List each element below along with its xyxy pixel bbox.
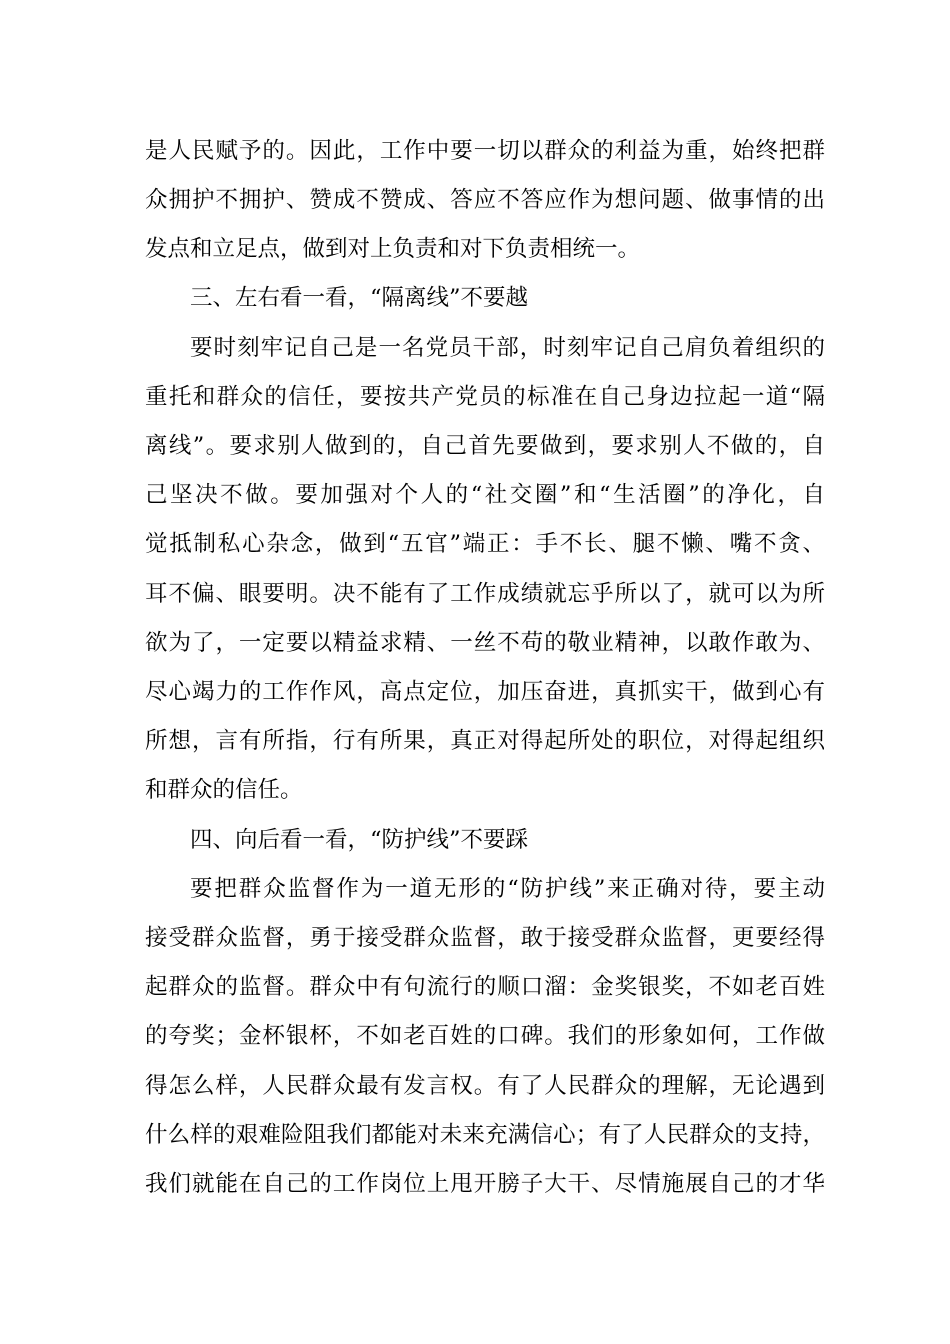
paragraph-line: 离线”。要求别人做到的，自己首先要做到，要求别人不做的，自 bbox=[145, 433, 825, 459]
paragraph-line: 接受群众监督，勇于接受群众监督，敢于接受群众监督，更要经得 bbox=[145, 925, 825, 951]
paragraph-line: 重托和群众的信任，要按共产党员的标准在自己身边拉起一道“隔 bbox=[145, 384, 825, 410]
paragraph-line: 众拥护不拥护、赞成不赞成、答应不答应作为想问题、做事情的出 bbox=[145, 187, 825, 213]
section-heading: 三、左右看一看，“隔离线”不要越 bbox=[190, 285, 529, 311]
paragraph-line: 己坚决不做。要加强对个人的“社交圈”和“生活圈”的净化，自 bbox=[145, 482, 825, 508]
paragraph-line: 耳不偏、眼要明。决不能有了工作成绩就忘乎所以了，就可以为所 bbox=[145, 581, 825, 607]
paragraph-line: 要把群众监督作为一道无形的“防护线”来正确对待，要主动 bbox=[190, 876, 825, 902]
section-heading: 四、向后看一看，“防护线”不要踩 bbox=[190, 827, 529, 853]
paragraph-line: 什么样的艰难险阻我们都能对未来充满信心；有了人民群众的支持， bbox=[145, 1122, 825, 1148]
paragraph-line: 是人民赋予的。因此，工作中要一切以群众的利益为重，始终把群 bbox=[145, 138, 825, 164]
paragraph-line: 发点和立足点，做到对上负责和对下负责相统一。 bbox=[145, 236, 641, 262]
paragraph-line: 欲为了，一定要以精益求精、一丝不苟的敬业精神，以敢作敢为、 bbox=[145, 630, 825, 656]
paragraph-line: 所想，言有所指，行有所果，真正对得起所处的职位，对得起组织 bbox=[145, 728, 825, 754]
paragraph-line: 起群众的监督。群众中有句流行的顺口溜：金奖银奖，不如老百姓 bbox=[145, 974, 825, 1000]
paragraph-line: 和群众的信任。 bbox=[145, 777, 303, 803]
paragraph-line: 的夸奖；金杯银杯，不如老百姓的口碑。我们的形象如何，工作做 bbox=[145, 1023, 825, 1049]
paragraph-line: 我们就能在自己的工作岗位上甩开膀子大干、尽情施展自己的才华 bbox=[145, 1171, 825, 1197]
paragraph-line: 觉抵制私心杂念，做到“五官”端正：手不长、腿不懒、嘴不贪、 bbox=[145, 531, 825, 557]
paragraph-line: 尽心竭力的工作作风，高点定位，加压奋进，真抓实干，做到心有 bbox=[145, 679, 825, 705]
paragraph-line: 得怎么样，人民群众最有发言权。有了人民群众的理解，无论遇到 bbox=[145, 1073, 825, 1099]
paragraph-line: 要时刻牢记自己是一名党员干部，时刻牢记自己肩负着组织的 bbox=[190, 335, 825, 361]
